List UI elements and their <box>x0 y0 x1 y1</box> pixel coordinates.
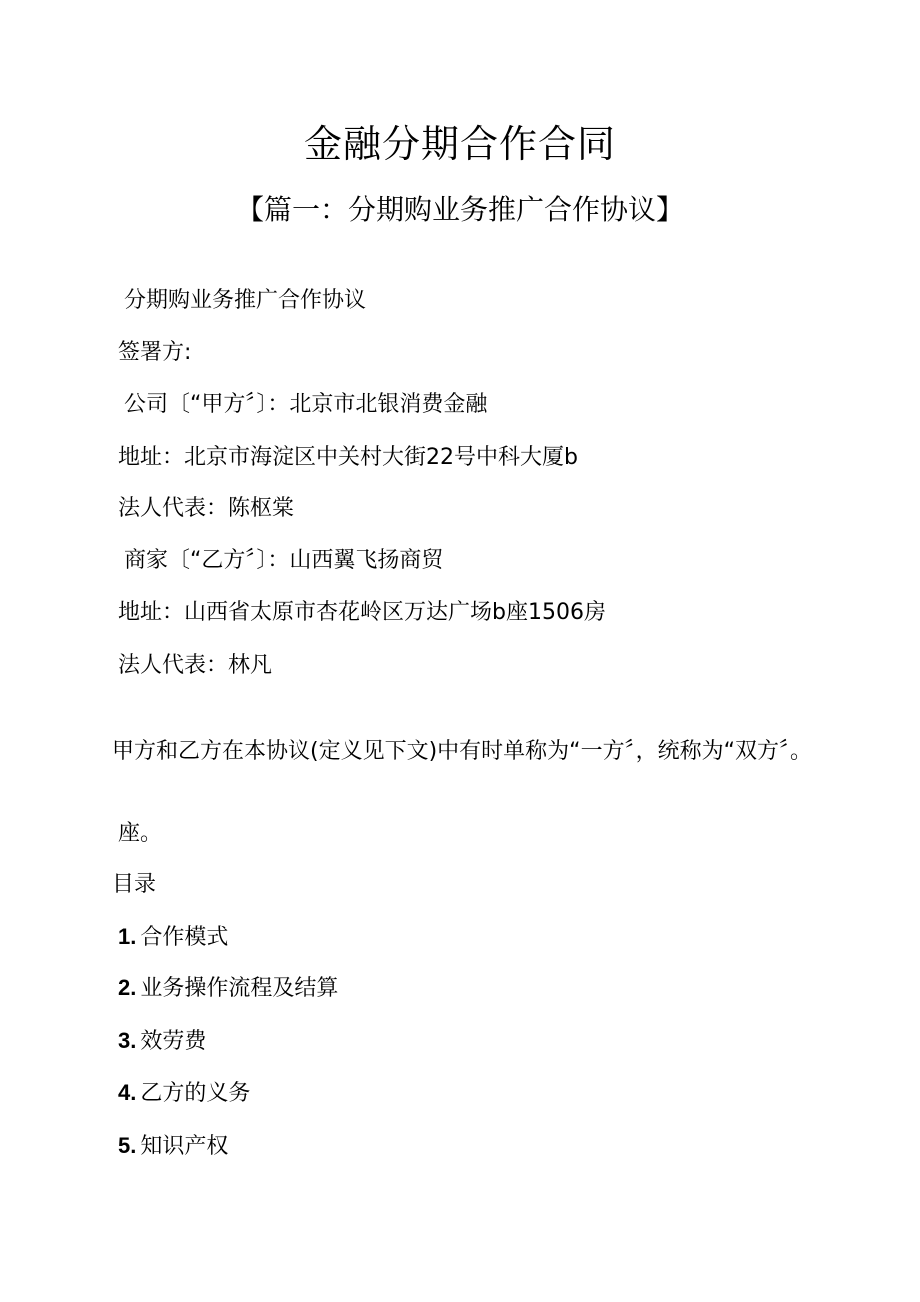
agreement-heading: 分期购业务推广合作协议 <box>124 288 367 313</box>
party-a-line: 公司〔“甲方〞〕：北京市北银消费金融 <box>124 392 488 417</box>
toc-item <box>118 1131 228 1162</box>
text-fragment: 座。 <box>118 821 163 846</box>
party-a-address: 地址：北京市海淀区中关村大街22号中科大厦b <box>118 445 578 470</box>
party-b-representative: 法人代表：林凡 <box>118 653 273 678</box>
toc-label: 目录 <box>112 872 157 897</box>
toc-item-number: 4. <box>118 1080 137 1105</box>
party-b-line: 商家〔“乙方〞〕：山西翼飞扬商贸 <box>124 548 444 573</box>
toc-item <box>118 922 228 953</box>
toc-item <box>118 1078 250 1109</box>
toc-item-number: 3. <box>118 1028 137 1053</box>
document-subtitle: 【篇一：分期购业务推广合作协议】 <box>235 193 684 226</box>
party-a-representative: 法人代表：陈枢棠 <box>118 496 295 521</box>
toc-item-number: 5. <box>118 1133 137 1158</box>
toc-item <box>118 1026 206 1057</box>
toc-item-label: 合作模式 <box>140 925 229 950</box>
toc-item-number: 1. <box>118 924 137 949</box>
toc-item-label: 乙方的义务 <box>140 1081 251 1106</box>
signatories-label: 签署方: <box>118 340 192 365</box>
toc-item-label: 知识产权 <box>140 1134 229 1159</box>
toc-item-label: 效劳费 <box>140 1029 207 1054</box>
toc-item-label: 业务操作流程及结算 <box>140 976 339 1001</box>
toc-item <box>118 973 338 1004</box>
definition-paragraph: 甲方和乙方在本协议(定义见下文)中有时单称为“一方〞，统称为“双方〞。 <box>112 739 812 764</box>
toc-item-number: 2. <box>118 975 137 1000</box>
party-b-address: 地址：山西省太原市杏花岭区万达广场b座1506房 <box>118 600 606 625</box>
document-title: 金融分期合作合同 <box>303 122 616 166</box>
